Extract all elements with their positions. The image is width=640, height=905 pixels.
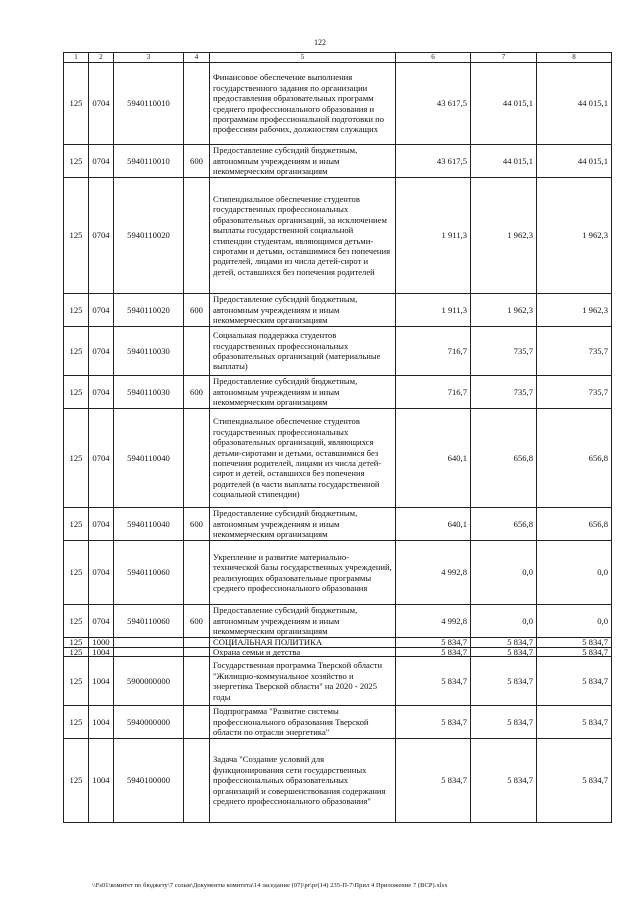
- cell-col-7: 0,0: [471, 605, 537, 638]
- cell-col-8: 5 834,7: [537, 638, 612, 648]
- cell-col-3: [114, 647, 184, 657]
- table-row: [64, 178, 612, 294]
- col-num-5: 5: [210, 53, 396, 63]
- cell-col-3: 5940110010: [114, 63, 184, 145]
- cell-col-2: 0704: [89, 145, 114, 178]
- cell-col-8: 5 834,7: [537, 657, 612, 706]
- budget-table: [63, 52, 612, 823]
- cell-col-4: [184, 647, 210, 657]
- cell-col-3: 5940110010: [114, 145, 184, 178]
- cell-col-4: [184, 657, 210, 706]
- cell-col-1: 125: [64, 376, 89, 409]
- table-row: [64, 657, 612, 706]
- cell-col-4: 600: [184, 508, 210, 541]
- cell-col-5: Стипендиальное обеспечение студентов государственных профессиональных образовательных организаций, за исключением выплаты государственной социальной стипендии студентам, являющимся детьми-сиротами и детьми, оставшимися без попечения родителей, лицами из числа детей-сирот и детей, оставшихся без попечения родителей: [210, 178, 396, 294]
- cell-col-4: [184, 327, 210, 376]
- table-row: [64, 647, 612, 657]
- cell-col-4: [184, 178, 210, 294]
- cell-col-7: 656,8: [471, 409, 537, 508]
- cell-col-8: 44 015,1: [537, 63, 612, 145]
- cell-col-6: 1 911,3: [396, 178, 471, 294]
- cell-col-2: 0704: [89, 541, 114, 605]
- cell-col-3: 5940110040: [114, 508, 184, 541]
- table-row: [64, 327, 612, 376]
- col-num-2: 2: [89, 53, 114, 63]
- cell-col-7: 5 834,7: [471, 657, 537, 706]
- cell-col-8: 0,0: [537, 541, 612, 605]
- cell-col-6: 5 834,7: [396, 638, 471, 648]
- cell-col-6: 716,7: [396, 376, 471, 409]
- cell-col-2: 0704: [89, 376, 114, 409]
- cell-col-5: Задача "Создание условий для функционирования сети государственных профессиональных образовательных организаций и совершенствования содержания среднего профессионального образования": [210, 739, 396, 823]
- cell-col-6: 4 992,8: [396, 605, 471, 638]
- table-row: [64, 63, 612, 145]
- cell-col-3: 5940110020: [114, 178, 184, 294]
- file-path-footer: \\Fs01\комитет по бюджету\7 созыв\Документы комитета\14 заседание (07)\pr\pr(14) 235-П-7\Прил 4 Приложение 7 (ВСР).xlsx: [92, 882, 448, 889]
- cell-col-2: 1004: [89, 739, 114, 823]
- cell-col-3: [114, 638, 184, 648]
- cell-col-2: 0704: [89, 409, 114, 508]
- cell-col-3: 5940110060: [114, 541, 184, 605]
- table-row: [64, 739, 612, 823]
- table-row: [64, 508, 612, 541]
- cell-col-6: 5 834,7: [396, 647, 471, 657]
- cell-col-2: 0704: [89, 508, 114, 541]
- cell-col-1: 125: [64, 327, 89, 376]
- cell-col-4: [184, 541, 210, 605]
- cell-col-8: 735,7: [537, 327, 612, 376]
- col-num-8: 8: [537, 53, 612, 63]
- col-num-3: 3: [114, 53, 184, 63]
- cell-col-6: 5 834,7: [396, 739, 471, 823]
- cell-col-4: 600: [184, 294, 210, 327]
- cell-col-3: 5940110030: [114, 327, 184, 376]
- cell-col-4: 600: [184, 145, 210, 178]
- cell-col-1: 125: [64, 706, 89, 739]
- cell-col-7: 1 962,3: [471, 294, 537, 327]
- cell-col-5: Подпрограмма "Развитие системы профессионального образования Тверской области по отрасли энергетика": [210, 706, 396, 739]
- cell-col-1: 125: [64, 294, 89, 327]
- cell-col-5: Предоставление субсидий бюджетным, автономным учреждениям и иным некоммерческим организациям: [210, 294, 396, 327]
- cell-col-2: 1004: [89, 657, 114, 706]
- cell-col-5: Охрана семьи и детства: [210, 647, 396, 657]
- cell-col-1: 125: [64, 638, 89, 648]
- table-row: [64, 409, 612, 508]
- cell-col-2: 0704: [89, 294, 114, 327]
- cell-col-2: 1000: [89, 638, 114, 648]
- cell-col-5: Предоставление субсидий бюджетным, автономным учреждениям и иным некоммерческим организациям: [210, 145, 396, 178]
- cell-col-7: 735,7: [471, 376, 537, 409]
- cell-col-4: [184, 739, 210, 823]
- cell-col-8: 0,0: [537, 605, 612, 638]
- cell-col-4: 600: [184, 605, 210, 638]
- cell-col-3: 5940110030: [114, 376, 184, 409]
- cell-col-7: 1 962,3: [471, 178, 537, 294]
- cell-col-3: 5940110060: [114, 605, 184, 638]
- cell-col-5: Социальная поддержка студентов государственных профессиональных образовательных организаций (материальные выплаты): [210, 327, 396, 376]
- cell-col-8: 656,8: [537, 508, 612, 541]
- cell-col-4: 600: [184, 376, 210, 409]
- cell-col-4: [184, 63, 210, 145]
- cell-col-8: 44 015,1: [537, 145, 612, 178]
- cell-col-1: 125: [64, 178, 89, 294]
- cell-col-1: 125: [64, 605, 89, 638]
- cell-col-2: 0704: [89, 63, 114, 145]
- cell-col-3: 5940000000: [114, 706, 184, 739]
- cell-col-8: 1 962,3: [537, 178, 612, 294]
- cell-col-5: Финансовое обеспечение выполнения государственного задания по организации предоставления образовательных программ среднего профессионального образования и программам профессиональной подготовки по профессиям рабочих, должностям служащих: [210, 63, 396, 145]
- cell-col-1: 125: [64, 508, 89, 541]
- col-num-6: 6: [396, 53, 471, 63]
- cell-col-2: 0704: [89, 178, 114, 294]
- cell-col-5: СОЦИАЛЬНАЯ ПОЛИТИКА: [210, 638, 396, 648]
- cell-col-8: 5 834,7: [537, 739, 612, 823]
- cell-col-2: 1004: [89, 647, 114, 657]
- cell-col-1: 125: [64, 409, 89, 508]
- cell-col-3: 5940110040: [114, 409, 184, 508]
- cell-col-4: [184, 638, 210, 648]
- cell-col-8: 5 834,7: [537, 706, 612, 739]
- cell-col-5: Предоставление субсидий бюджетным, автономным учреждениям и иным некоммерческим организациям: [210, 376, 396, 409]
- cell-col-1: 125: [64, 647, 89, 657]
- cell-col-8: 1 962,3: [537, 294, 612, 327]
- cell-col-7: 656,8: [471, 508, 537, 541]
- cell-col-6: 5 834,7: [396, 657, 471, 706]
- cell-col-7: 5 834,7: [471, 638, 537, 648]
- cell-col-3: 5900000000: [114, 657, 184, 706]
- col-num-4: 4: [184, 53, 210, 63]
- cell-col-4: [184, 409, 210, 508]
- cell-col-1: 125: [64, 145, 89, 178]
- table-row: [64, 706, 612, 739]
- cell-col-2: 0704: [89, 327, 114, 376]
- cell-col-1: 125: [64, 657, 89, 706]
- cell-col-1: 125: [64, 541, 89, 605]
- table-row: [64, 376, 612, 409]
- cell-col-2: 0704: [89, 605, 114, 638]
- cell-col-6: 4 992,8: [396, 541, 471, 605]
- cell-col-1: 125: [64, 63, 89, 145]
- cell-col-6: 43 617,5: [396, 145, 471, 178]
- cell-col-5: Предоставление субсидий бюджетным, автономным учреждениям и иным некоммерческим организациям: [210, 605, 396, 638]
- cell-col-5: Предоставление субсидий бюджетным, автономным учреждениям и иным некоммерческим организациям: [210, 508, 396, 541]
- cell-col-8: 5 834,7: [537, 647, 612, 657]
- cell-col-7: 44 015,1: [471, 145, 537, 178]
- cell-col-8: 656,8: [537, 409, 612, 508]
- cell-col-7: 735,7: [471, 327, 537, 376]
- table-row: [64, 605, 612, 638]
- cell-col-6: 716,7: [396, 327, 471, 376]
- cell-col-7: 5 834,7: [471, 647, 537, 657]
- cell-col-5: Укрепление и развитие материально-технической базы государственных учреждений, реализующих образовательные программы среднего профессионального образования: [210, 541, 396, 605]
- table-row: [64, 294, 612, 327]
- cell-col-8: 735,7: [537, 376, 612, 409]
- table-row: [64, 638, 612, 648]
- cell-col-7: 44 015,1: [471, 63, 537, 145]
- cell-col-6: 5 834,7: [396, 706, 471, 739]
- cell-col-5: Стипендиальное обеспечение студентов государственных профессиональных образовательных организаций, являющихся детьми-сиротами и детьми, оставшимися без попечения родителей, лицами из числа детей-сирот и детей, оставшихся без попечения родителей (в части выплаты государственной социальной стипендии): [210, 409, 396, 508]
- cell-col-4: [184, 706, 210, 739]
- page-number: 122: [314, 38, 326, 47]
- cell-col-1: 125: [64, 739, 89, 823]
- col-num-1: 1: [64, 53, 89, 63]
- cell-col-6: 43 617,5: [396, 63, 471, 145]
- cell-col-3: 5940110020: [114, 294, 184, 327]
- cell-col-7: 5 834,7: [471, 739, 537, 823]
- col-num-7: 7: [471, 53, 537, 63]
- cell-col-3: 5940100000: [114, 739, 184, 823]
- cell-col-7: 5 834,7: [471, 706, 537, 739]
- cell-col-5: Государственная программа Тверской области "Жилищно-коммунальное хозяйство и энергетика Тверской области" на 2020 - 2025 годы: [210, 657, 396, 706]
- cell-col-7: 0,0: [471, 541, 537, 605]
- cell-col-2: 1004: [89, 706, 114, 739]
- cell-col-6: 640,1: [396, 409, 471, 508]
- table-row: [64, 145, 612, 178]
- cell-col-6: 640,1: [396, 508, 471, 541]
- cell-col-6: 1 911,3: [396, 294, 471, 327]
- table-row: [64, 541, 612, 605]
- column-number-row: [64, 53, 612, 63]
